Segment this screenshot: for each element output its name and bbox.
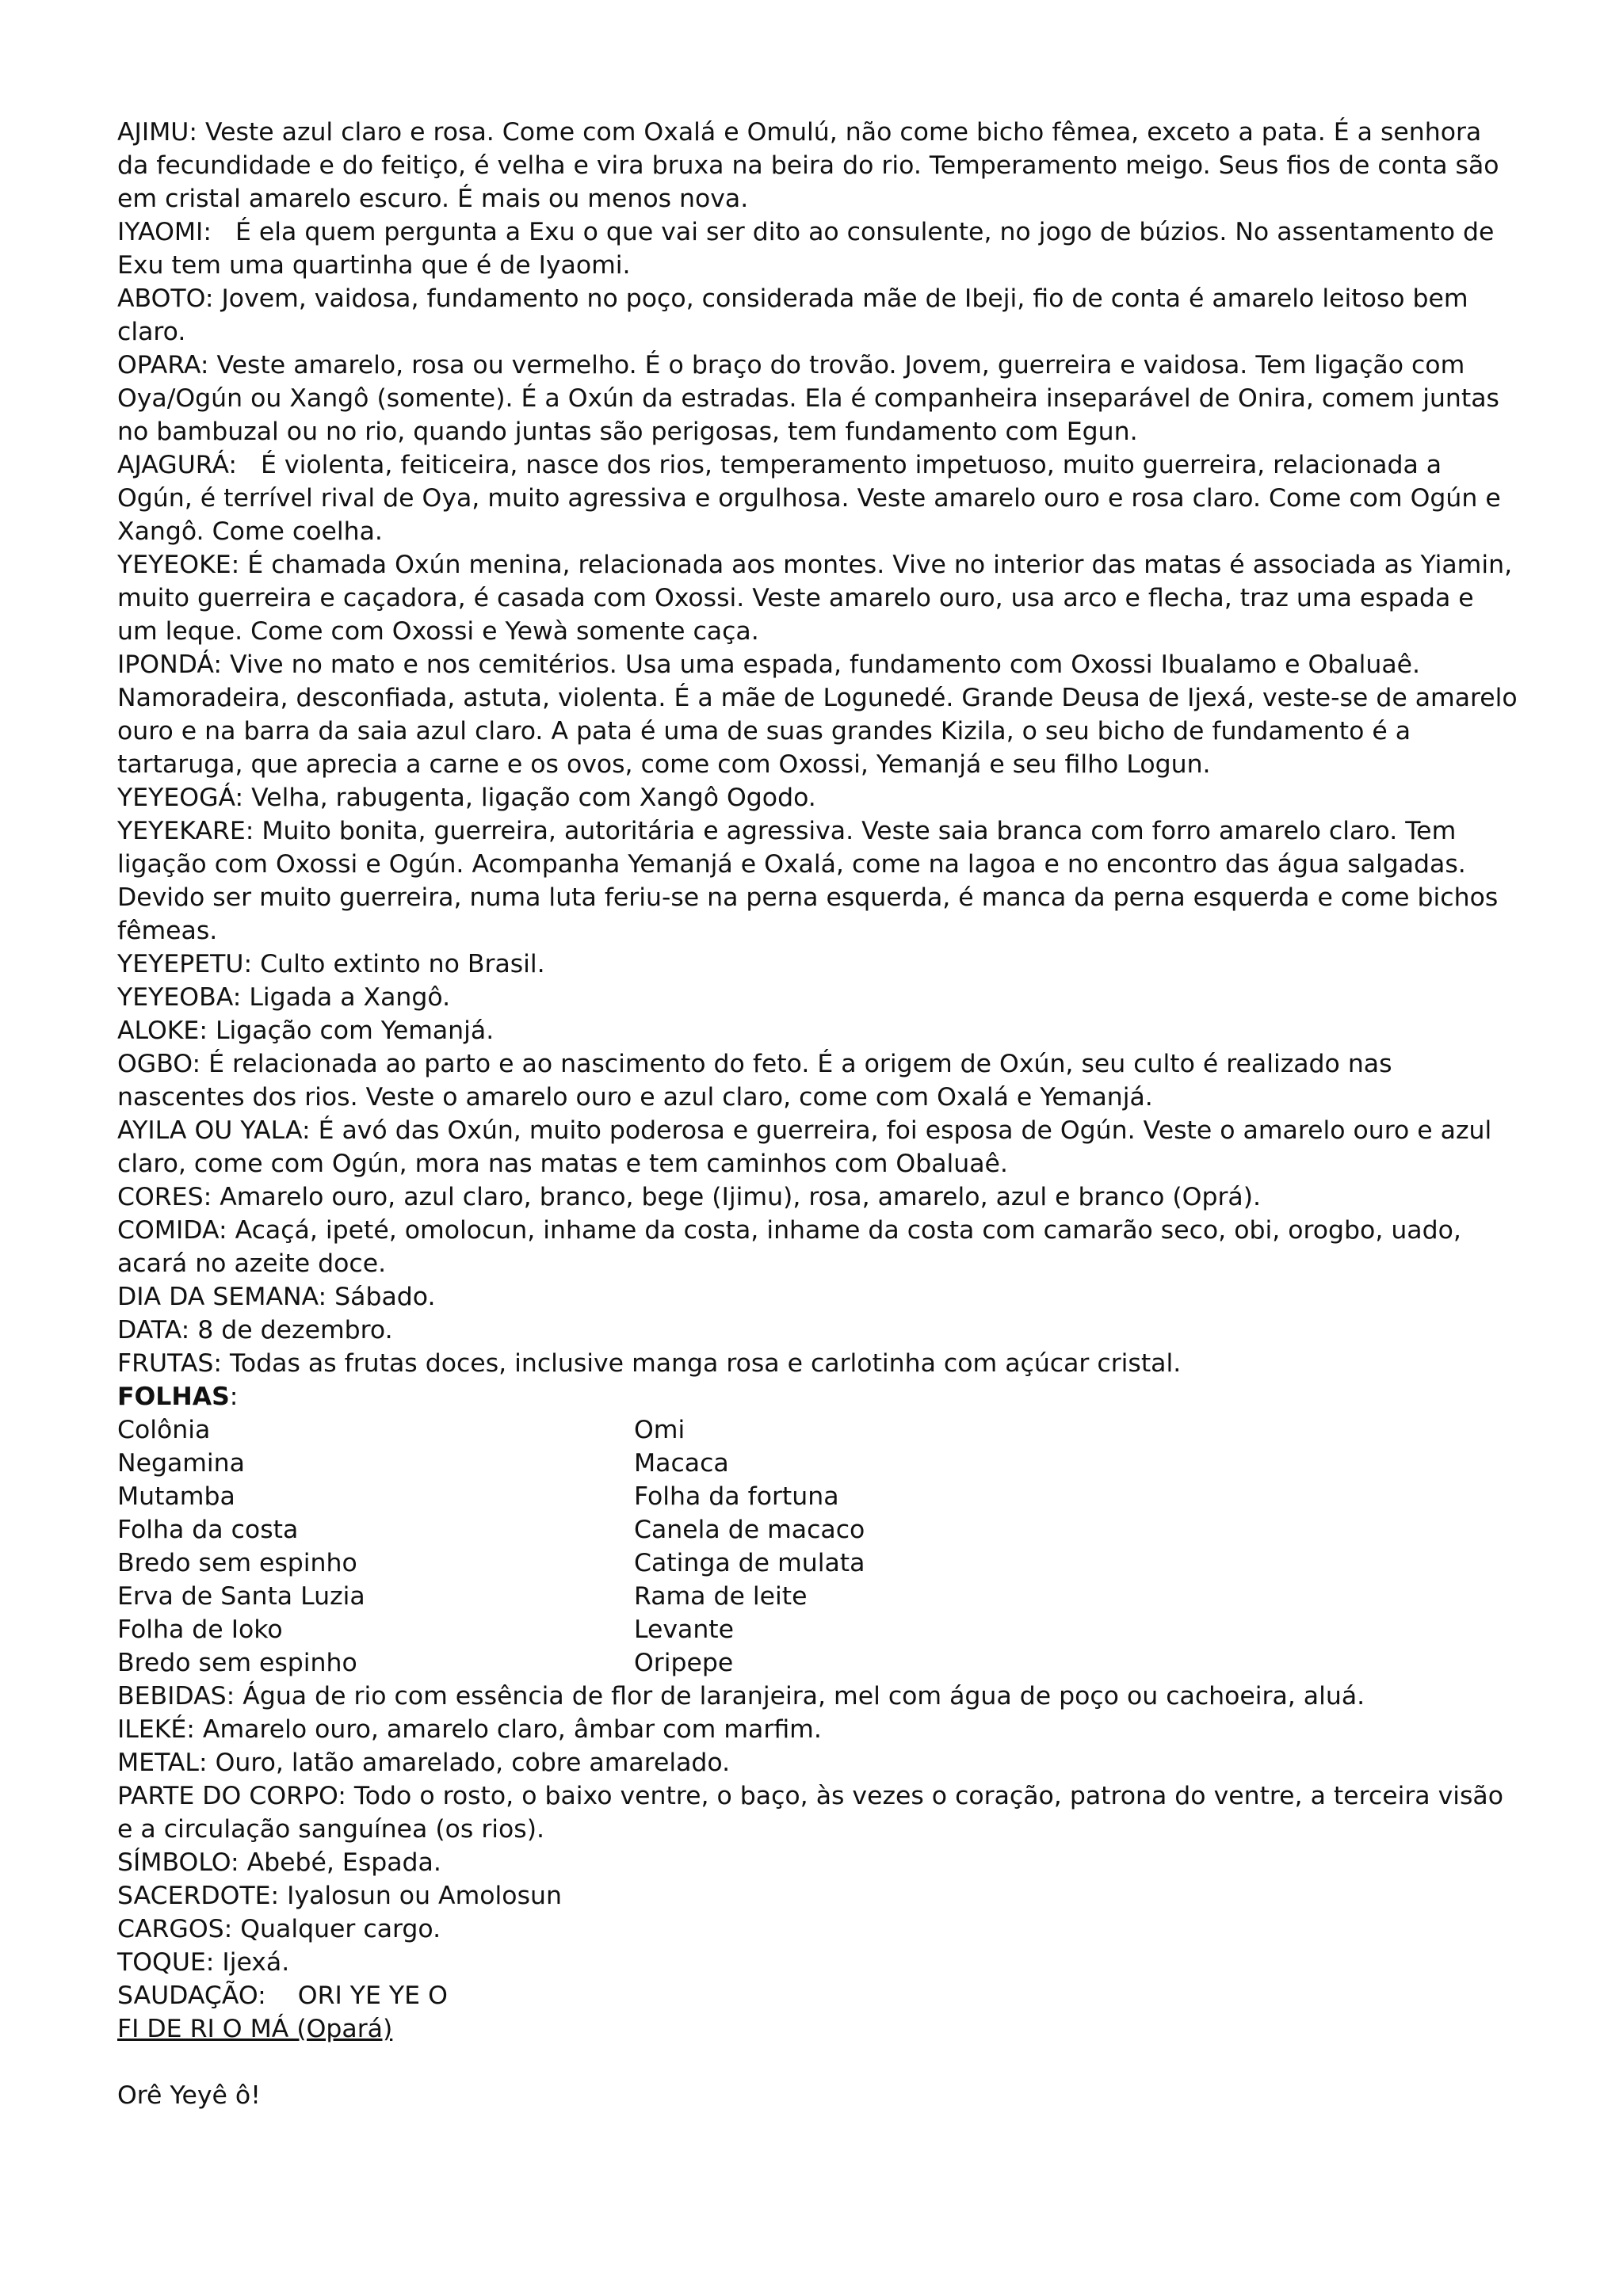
entry-text: Todas as frutas doces, inclusive manga rosa e carlotinha com açúcar cristal. <box>222 1349 1182 1378</box>
entry-label: AJIMU: <box>117 118 197 147</box>
paragraph-ajagura <box>117 448 1520 548</box>
entry-text: Amarelo ouro, amarelo claro, âmbar com marfim. <box>194 1715 822 1744</box>
folha-right-item: Rama de leite <box>634 1582 808 1611</box>
paragraph-data <box>117 1314 1520 1347</box>
entry-text: Sábado. <box>327 1283 436 1311</box>
entry-label: OGBO: <box>117 1050 201 1078</box>
entry-text: Iyalosun ou Amolosun <box>279 1882 562 1910</box>
paragraph-opara <box>117 349 1520 448</box>
entry-label: DIA DA SEMANA: <box>117 1283 327 1311</box>
entry-label: IYAOMI: <box>117 218 212 246</box>
folha-right-item: Levante <box>634 1615 735 1644</box>
entry-text: Muito bonita, guerreira, autoritária e agressiva. Veste saia branca com forro amarelo claro. Tem ligação com Oxossi e Ogún. Acompanha Yemanjá e Oxalá, come na lagoa e no encontro das água salgadas. Devido ser muito guerreira, numa luta feriu-se na perna esquerda, é manca da perna esquerda e come bichos fêmeas. <box>117 817 1499 945</box>
folhas-list <box>117 1413 1520 1680</box>
entry-label: FRUTAS: <box>117 1349 223 1378</box>
blank-line <box>117 2046 1520 2079</box>
paragraph-yeyekare <box>117 814 1520 948</box>
entry-text: Ligada a Xangô. <box>241 983 451 1012</box>
entry-label: COMIDA: <box>117 1216 227 1245</box>
entry-text: ORI YE YE O <box>265 1981 448 2010</box>
paragraph-parte-do-corpo <box>117 1779 1520 1846</box>
entry-text: Ligação com Yemanjá. <box>207 1016 495 1045</box>
paragraph-yeyepetu <box>117 948 1520 981</box>
folha-left-item: Negamina <box>117 1449 245 1478</box>
entry-text: Qualquer cargo. <box>232 1915 441 1943</box>
entry-label: SÍMBOLO: <box>117 1848 239 1877</box>
entry-label: YEYEOKE: <box>117 551 240 579</box>
paragraph-metal <box>117 1746 1520 1779</box>
closing-greeting: Orê Yeyê ô! <box>117 2081 261 2110</box>
paragraph-iponda <box>117 648 1520 781</box>
entry-label: ABOTO: <box>117 284 214 313</box>
entry-label: DATA: <box>117 1316 190 1344</box>
paragraph-yeyeoba <box>117 981 1520 1014</box>
entry-label: METAL: <box>117 1749 208 1777</box>
paragraph-aloke <box>117 1014 1520 1047</box>
folhas-heading-label: FOLHAS <box>117 1383 230 1411</box>
entry-text: Ouro, latão amarelado, cobre amarelado. <box>207 1749 731 1777</box>
entry-label: BEBIDAS: <box>117 1682 235 1711</box>
entry-text: É ela quem pergunta a Exu o que vai ser dito ao consulente, no jogo de búzios. No assentamento de Exu tem uma quartinha que é de Iyaomi. <box>117 218 1503 280</box>
entry-label: ALOKE: <box>117 1016 208 1045</box>
entry-label: AJAGURÁ: <box>117 451 237 479</box>
entry-text: Jovem, vaidosa, fundamento no poço, considerada mãe de Ibeji, fio de conta é amarelo leitoso bem claro. <box>117 284 1468 346</box>
paragraph-aboto <box>117 282 1520 349</box>
entry-label: ILEKÉ: <box>117 1715 195 1744</box>
entry-text: É violenta, feiticeira, nasce dos rios, temperamento impetuoso, muito guerreira, relacionada a Ogún, é terrível rival de Oya, muito agressiva e orgulhosa. Veste amarelo ouro e rosa claro. Come com Ogún e Xangô. Come coelha. <box>117 451 1509 546</box>
paragraph-saudacao <box>117 1979 1520 2012</box>
folha-right-item: Folha da fortuna <box>634 1482 839 1511</box>
entry-label: YEYEKARE: <box>117 817 254 845</box>
entry-label: SACERDOTE: <box>117 1882 280 1910</box>
folhas-heading-colon: : <box>229 1383 239 1411</box>
document-page <box>117 116 1520 2112</box>
entry-text: Velha, rabugenta, ligação com Xangô Ogodo. <box>243 784 816 812</box>
entry-label: YEYEPETU: <box>117 950 253 978</box>
entry-label: PARTE DO CORPO: <box>117 1782 346 1810</box>
paragraph-ayila-ou-yala <box>117 1114 1520 1180</box>
folha-left-item: Bredo sem espinho <box>117 1549 357 1577</box>
entry-text: 8 de dezembro. <box>189 1316 393 1344</box>
paragraph-sacerdote <box>117 1879 1520 1913</box>
entry-label: OPARA: <box>117 351 209 379</box>
folhas-heading <box>117 1380 1520 1413</box>
paragraph-dia-da-semana <box>117 1280 1520 1314</box>
paragraph-ogbo <box>117 1047 1520 1114</box>
folha-left-item: Folha de Ioko <box>117 1615 283 1644</box>
entry-text: Água de rio com essência de flor de laranjeira, mel com água de poço ou cachoeira, aluá. <box>235 1682 1365 1711</box>
entry-label: IPONDÁ: <box>117 650 222 679</box>
entry-text: Veste azul claro e rosa. Come com Oxalá e Omulú, não come bicho fêmea, exceto a pata. É a senhora da fecundidade e do feitiço, é velha e vira bruxa na beira do rio. Temperamento meigo. Seus fios de conta são em cristal amarelo escuro. É mais ou menos nova. <box>117 118 1499 213</box>
entry-text: É avó das Oxún, muito poderosa e guerreira, foi esposa de Ogún. Veste o amarelo ouro e azul claro, come com Ogún, mora nas matas e tem caminhos com Obaluaê. <box>117 1116 1492 1178</box>
paragraph-frutas <box>117 1347 1520 1380</box>
entry-text: É chamada Oxún menina, relacionada aos montes. Vive no interior das matas é associada as Yiamin, muito guerreira e caçadora, é casada com Oxossi. Veste amarelo ouro, usa arco e flecha, traz uma espada e um leque. Come com Oxossi e Yewà somente caça. <box>117 551 1513 646</box>
entry-label: TOQUE: <box>117 1948 215 1977</box>
folha-right-item: Macaca <box>634 1449 729 1478</box>
entry-text: Ijexá. <box>214 1948 290 1977</box>
entry-text: Veste amarelo, rosa ou vermelho. É o braço do trovão. Jovem, guerreira e vaidosa. Tem ligação com Oya/Ogún ou Xangô (somente). É a Oxún da estradas. Ela é companheira inseparável de Onira, comem juntas no bambuzal ou no rio, quando juntas são perigosas, tem fundamento com Egun. <box>117 351 1499 446</box>
entry-text: Vive no mato e nos cemitérios. Usa uma espada, fundamento com Oxossi Ibualamo e Obaluaê. Namoradeira, desconfiada, astuta, violenta. É a mãe de Logunedé. Grande Deusa de Ijexá, veste-se de amarelo ouro e na barra da saia azul claro. A pata é uma de suas grandes Kizila, o seu bicho de fundamento é a tartaruga, que aprecia a carne e os ovos, come com Oxossi, Yemanjá e seu filho Logun. <box>117 650 1518 779</box>
folha-left-item: Colônia <box>117 1416 211 1444</box>
underlined-greeting-line: FI DE RI O MÁ (Opará) <box>117 2015 393 2043</box>
entry-text: Todo o rosto, o baixo ventre, o baço, às vezes o coração, patrona do ventre, a terceira visão e a circulação sanguínea (os rios). <box>117 1782 1503 1844</box>
entry-label: CARGOS: <box>117 1915 233 1943</box>
paragraph-simbolo <box>117 1846 1520 1879</box>
paragraph-cargos <box>117 1913 1520 1946</box>
paragraph-iyaomi <box>117 215 1520 282</box>
entry-label: AYILA OU YALA: <box>117 1116 311 1145</box>
folha-left-item: Bredo sem espinho <box>117 1649 357 1677</box>
entry-text: Abebé, Espada. <box>239 1848 441 1877</box>
folha-right-item: Omi <box>634 1416 685 1444</box>
paragraph-comida <box>117 1214 1520 1280</box>
paragraph-bebidas <box>117 1680 1520 1713</box>
paragraph-yeyeoke <box>117 548 1520 648</box>
folha-left-item: Mutamba <box>117 1482 235 1511</box>
folha-left-item: Erva de Santa Luzia <box>117 1582 365 1611</box>
entry-text: Culto extinto no Brasil. <box>252 950 545 978</box>
entry-label: YEYEOGÁ: <box>117 784 244 812</box>
entry-label: CORES: <box>117 1183 212 1211</box>
folha-right-item: Canela de macaco <box>634 1516 865 1544</box>
entry-text: Acaçá, ipeté, omolocun, inhame da costa, inhame da costa com camarão seco, obi, orogbo, uado, acará no azeite doce. <box>117 1216 1461 1278</box>
paragraph-ajimu <box>117 116 1520 215</box>
paragraph-yeyeoga <box>117 781 1520 814</box>
paragraph-cores <box>117 1180 1520 1214</box>
paragraph-ileke <box>117 1713 1520 1746</box>
entry-text: Amarelo ouro, azul claro, branco, bege (Ijimu), rosa, amarelo, azul e branco (Oprá). <box>212 1183 1262 1211</box>
folha-right-item: Oripepe <box>634 1649 734 1677</box>
folha-right-item: Catinga de mulata <box>634 1549 865 1577</box>
paragraph-toque <box>117 1946 1520 1979</box>
folha-left-item: Folha da costa <box>117 1516 299 1544</box>
entry-label: YEYEOBA: <box>117 983 242 1012</box>
entry-label: SAUDAÇÃO: <box>117 1981 266 2010</box>
entry-text: É relacionada ao parto e ao nascimento do feto. É a origem de Oxún, seu culto é realizado nas nascentes dos rios. Veste o amarelo ouro e azul claro, come com Oxalá e Yemanjá. <box>117 1050 1392 1112</box>
